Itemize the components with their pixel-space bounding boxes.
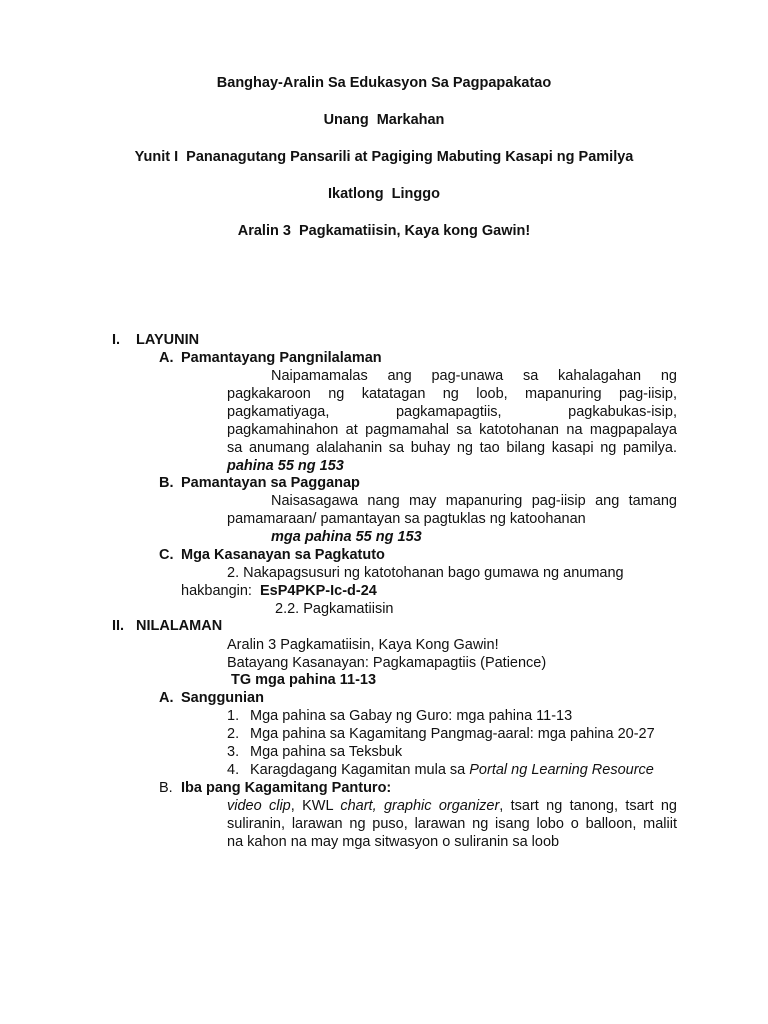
- subsection-a-letter: A.: [159, 350, 174, 366]
- lesson-heading: Aralin 3 Pagkamatiisin, Kaya kong Gawin!: [237, 223, 531, 239]
- subsection-b-letter: B.: [159, 475, 174, 491]
- reference-item: Mga pahina sa Teksbuk: [250, 744, 403, 760]
- reference-item-number: 4.: [227, 762, 240, 778]
- quarter-heading: Unang Markahan: [323, 112, 445, 128]
- reference-item-text: Karagdagang Kagamitan mula sa: [250, 762, 470, 778]
- materials-em: chart, graphic organizer: [340, 798, 500, 814]
- subsection-b-title: Iba pang Kagamitang Panturo:: [181, 780, 392, 796]
- content-lesson: Aralin 3 Pagkamatiisin, Kaya Kong Gawin!: [227, 637, 499, 653]
- unit-heading: Yunit I Pananagutang Pansarili at Pagiging Mabuting Kasapi ng Pamilya: [134, 149, 634, 165]
- paragraph-line: pagkamatiyaga, pagkamapagtiis, pagkabukas-isip,: [227, 404, 677, 420]
- reference-item: Mga pahina sa Gabay ng Guro: mga pahina 11-13: [250, 708, 573, 724]
- subsection-a-letter: A.: [159, 690, 174, 706]
- subsection-b-title: Pamantayan sa Pagganap: [181, 475, 360, 491]
- subsection-b-letter: B.: [159, 780, 173, 796]
- reference-item-emphasis: Portal ng Learning Resource: [469, 762, 654, 778]
- document-title: Banghay-Aralin Sa Edukasyon Sa Pagpapakatao: [216, 75, 552, 91]
- performance-standard-paragraph: [227, 492, 677, 528]
- subsection-a-title: Sanggunian: [181, 690, 264, 706]
- paragraph-line: sa anumang alalahanin sa buhay ng tao bilang kasapi ng pamilya.: [227, 440, 677, 456]
- paragraph-line: Naipamamalas ang pag-unawa sa kahalagahan ng: [271, 368, 677, 384]
- page-reference: mga pahina 55 ng 153: [271, 529, 422, 545]
- materials-em: video clip: [227, 798, 291, 814]
- reference-item-number: 3.: [227, 744, 240, 760]
- reference-item: [250, 761, 654, 779]
- subsection-c-letter: C.: [159, 547, 174, 563]
- section-1-number: I.: [112, 332, 121, 348]
- reference-item-number: 2.: [227, 726, 240, 742]
- paragraph-line: na kahon na may mga sitwasyon o suliranin sa loob: [227, 834, 560, 850]
- subsection-a-title: Pamantayang Pangnilalaman: [181, 350, 382, 366]
- reference-item-number: 1.: [227, 708, 240, 724]
- section-1-title: LAYUNIN: [136, 332, 200, 348]
- week-heading: Ikatlong Linggo: [328, 186, 440, 202]
- reference-item: Mga pahina sa Kagamitang Pangmag-aaral: mga pahina 20-27: [250, 726, 655, 742]
- page-reference: pahina 55 ng 153: [227, 458, 344, 474]
- content-standard-paragraph: [227, 367, 677, 457]
- competency-line: [181, 582, 377, 600]
- competency-subitem: 2.2. Pagkamatiisin: [275, 601, 394, 617]
- paragraph-line: [227, 797, 677, 815]
- paragraph-line: Naisasagawa nang may mapanuring pag-iisip ang tamang: [271, 493, 677, 509]
- content-skill: Batayang Kasanayan: Pagkamapagtiis (Patience): [227, 655, 547, 671]
- paragraph-line: pagkamahinahon at pagmamahal sa katotohanan na magpapalaya: [227, 422, 677, 438]
- section-2-number: II.: [112, 618, 125, 634]
- competency-code: EsP4PKP-Ic-d-24: [260, 583, 377, 599]
- subsection-c-title: Mga Kasanayan sa Pagkatuto: [181, 547, 385, 563]
- tg-pages: TG mga pahina 11-13: [231, 672, 377, 688]
- materials-text: , KWL: [290, 798, 341, 814]
- section-2-title: NILALAMAN: [136, 618, 223, 634]
- competency-prefix: hakbangin:: [181, 583, 261, 599]
- materials-paragraph: [227, 797, 677, 851]
- materials-text: , tsart ng tanong, tsart ng: [499, 798, 677, 814]
- competency-line: 2. Nakapagsusuri ng katotohanan bago gumawa ng anumang: [227, 565, 624, 581]
- paragraph-line: pagkakaroon ng katatagan ng loob, mapanuring pag-iisip,: [227, 386, 677, 402]
- paragraph-line: pamamaraan/ pamantayan sa pagtuklas ng katoohanan: [227, 511, 586, 527]
- paragraph-line: suliranin, larawan ng puso, larawan ng isang lobo o balloon, maliit: [227, 816, 677, 832]
